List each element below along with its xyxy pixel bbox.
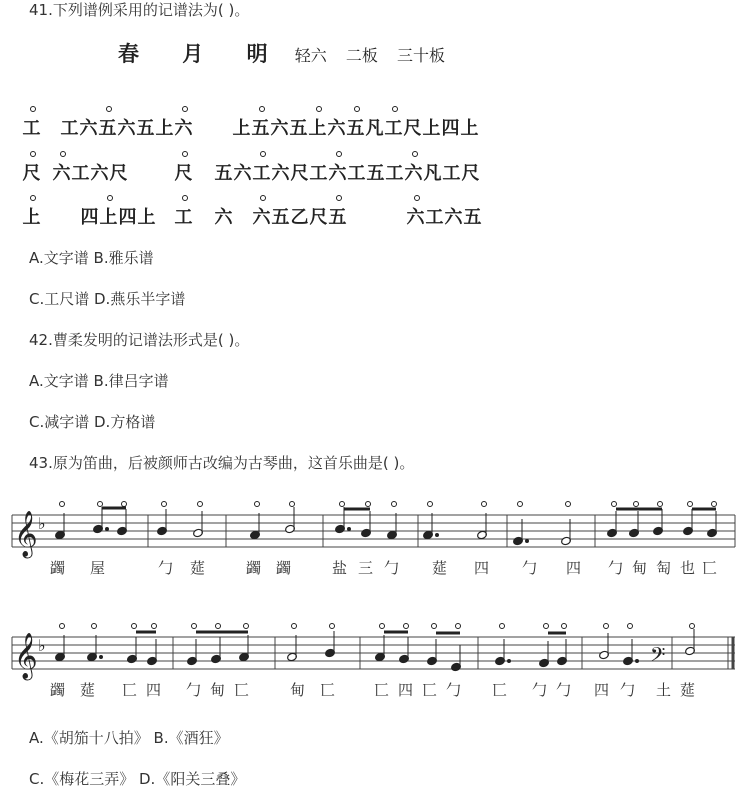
gongche-character: 工 xyxy=(442,163,461,184)
harmonic-circle xyxy=(244,624,249,629)
harmonic-circle xyxy=(566,502,571,507)
jianzi-character: 蠲 xyxy=(246,559,262,577)
gongche-character: 尺 xyxy=(109,163,128,184)
harmonic-circle xyxy=(628,624,633,629)
jianzi-character: 莚 xyxy=(432,559,448,577)
treble-clef-icon: 𝄞 xyxy=(14,511,38,557)
gongche-character: 六 xyxy=(233,163,252,184)
gongche-character: 六 xyxy=(328,149,347,185)
jianzi-character: 四 xyxy=(594,681,610,699)
gongche-character: 上 xyxy=(99,193,118,229)
harmonic-circle xyxy=(428,502,433,507)
gongche-character: 工 xyxy=(22,104,41,140)
harmonic-circle xyxy=(544,624,549,629)
harmonic-circle xyxy=(634,502,639,507)
gongche-character: 五 xyxy=(251,104,270,140)
jianzi-character: 匸 xyxy=(320,681,336,699)
harmonic-circle xyxy=(690,624,695,629)
jianzi-character: 屋 xyxy=(90,559,106,577)
gongche-character: 六 xyxy=(90,163,109,184)
music-staff-1 xyxy=(0,495,748,595)
harmonic-circle xyxy=(290,502,295,507)
q41-option-cd: C.工尺谱 D.燕乐半字谱 xyxy=(29,290,186,308)
jianzi-character: 四 xyxy=(398,681,414,699)
harmonic-circle xyxy=(712,502,717,507)
gongche-character: 工 xyxy=(174,193,193,229)
jianzi-character: 四 xyxy=(474,559,490,577)
harmonic-circle xyxy=(340,502,345,507)
jianzi-character: 盐 xyxy=(332,559,348,577)
treble-clef-icon: 𝄞 xyxy=(14,633,38,679)
harmonic-circle xyxy=(152,624,157,629)
jianzi-character: 勹 xyxy=(556,681,572,699)
harmonic-circle xyxy=(60,502,65,507)
harmonic-circle xyxy=(404,624,409,629)
gongche-character: 上 xyxy=(460,118,479,139)
gongche-character: 四 xyxy=(80,207,99,228)
harmonic-circle xyxy=(198,502,203,507)
gongche-character: 四 xyxy=(441,118,460,139)
gongche-character: 尺 xyxy=(461,163,480,184)
gongche-character: 乙 xyxy=(290,207,309,228)
gongche-phrase xyxy=(174,149,193,185)
note-dot xyxy=(508,660,511,663)
harmonic-circle xyxy=(612,502,617,507)
jianzi-character: 莚 xyxy=(190,559,206,577)
gongche-character: 尺 xyxy=(22,149,41,185)
bass-clef-icon: 𝄢 xyxy=(650,643,666,671)
gongche-phrase xyxy=(174,193,193,229)
note-dot xyxy=(106,528,109,531)
q41-question: 41.下列谱例采用的记谱法为( )。 xyxy=(29,1,250,19)
gongche-character: 五 xyxy=(289,118,308,139)
gongche-character: 六 xyxy=(406,193,425,229)
jianzi-character: 土 xyxy=(656,681,672,699)
harmonic-circle xyxy=(122,502,127,507)
jianzi-character: 四 xyxy=(146,681,162,699)
q41-option-ab: A.文字谱 B.雅乐谱 xyxy=(29,249,154,267)
gongche-phrase xyxy=(22,104,41,140)
jianzi-character: 勹 xyxy=(446,681,462,699)
harmonic-circle xyxy=(162,502,167,507)
gongche-character: 工 xyxy=(384,104,403,140)
gongche-character: 四 xyxy=(118,207,137,228)
jianzi-character: 蠲 xyxy=(50,681,66,699)
jianzi-character: 匋 xyxy=(656,559,672,577)
jianzi-character: 甸 xyxy=(210,681,226,699)
gongche-character: 工 xyxy=(347,163,366,184)
gongche-character: 五 xyxy=(214,163,233,184)
note-dot xyxy=(636,660,639,663)
score-title: 春 月 明 xyxy=(118,41,286,66)
harmonic-circle xyxy=(518,502,523,507)
gongche-character: 工 xyxy=(71,163,90,184)
jianzi-character: 勹 xyxy=(620,681,636,699)
note-dot xyxy=(100,656,103,659)
gongche-character: 六 xyxy=(444,207,463,228)
gongche-character: 凡 xyxy=(423,163,442,184)
gongche-phrase xyxy=(406,193,482,229)
gongche-character: 上 xyxy=(155,118,174,139)
gongche-character: 工 xyxy=(60,118,79,139)
gongche-phrase xyxy=(22,149,41,185)
harmonic-circle xyxy=(192,624,197,629)
gongche-character: 工 xyxy=(309,163,328,184)
harmonic-circle xyxy=(366,502,371,507)
jianzi-character: 三 xyxy=(358,559,374,577)
score-subtitle-2: 二板 xyxy=(345,46,378,65)
harmonic-circle xyxy=(392,502,397,507)
harmonic-circle xyxy=(132,624,137,629)
gongche-character: 六 xyxy=(404,149,423,185)
gongche-character: 六 xyxy=(79,118,98,139)
note-dot xyxy=(348,528,351,531)
note-dot xyxy=(436,534,439,537)
gongche-character: 六 xyxy=(270,118,289,139)
jianzi-character: 莚 xyxy=(80,681,96,699)
harmonic-circle xyxy=(60,624,65,629)
harmonic-circle xyxy=(500,624,505,629)
gongche-character: 尺 xyxy=(309,207,328,228)
q43-question: 43.原为笛曲，后被颜师古改编为古琴曲，这首乐曲是( )。 xyxy=(29,454,415,472)
gongche-character: 五 xyxy=(463,207,482,228)
gongche-character: 五 xyxy=(98,104,117,140)
harmonic-circle xyxy=(456,624,461,629)
jianzi-character: 匸 xyxy=(374,681,390,699)
harmonic-circle xyxy=(255,502,260,507)
gongche-character: 六 xyxy=(327,118,346,139)
score-subtitle-3: 三十板 xyxy=(396,46,445,65)
jianzi-character: 勹 xyxy=(186,681,202,699)
q43-option-ab: A.《胡笳十八拍》 B.《酒狂》 xyxy=(29,729,229,747)
gongche-phrase xyxy=(252,193,347,229)
gongche-character: 上 xyxy=(137,207,156,228)
jianzi-character: 勹 xyxy=(608,559,624,577)
gongche-character: 五 xyxy=(366,163,385,184)
jianzi-character: 甸 xyxy=(290,681,306,699)
score-subtitle-1: 轻六 xyxy=(294,46,327,65)
jianzi-character: 莚 xyxy=(680,681,696,699)
gongche-character: 六 xyxy=(52,149,71,185)
gongche-character: 尺 xyxy=(403,118,422,139)
harmonic-circle xyxy=(432,624,437,629)
gongche-phrase xyxy=(22,193,41,229)
q42-option-cd: C.减字谱 D.方格谱 xyxy=(29,413,156,431)
harmonic-circle xyxy=(330,624,335,629)
gongche-phrase xyxy=(60,104,193,140)
jianzi-character: 蠲 xyxy=(276,559,292,577)
gongche-character: 五 xyxy=(271,207,290,228)
jianzi-character: 匸 xyxy=(492,681,508,699)
gongche-character: 上 xyxy=(422,118,441,139)
harmonic-circle xyxy=(98,502,103,507)
q42-question: 42.曹柔发明的记谱法形式是( )。 xyxy=(29,331,250,349)
gongche-character: 六 xyxy=(252,193,271,229)
gongche-character: 凡 xyxy=(365,118,384,139)
jianzi-character: 勹 xyxy=(532,681,548,699)
harmonic-circle xyxy=(658,502,663,507)
gongche-character: 尺 xyxy=(290,163,309,184)
gongche-character: 工 xyxy=(425,207,444,228)
gongche-character: 上 xyxy=(308,104,327,140)
gongche-character: 五 xyxy=(136,118,155,139)
jianzi-character: 甸 xyxy=(632,559,648,577)
gongche-character: 上 xyxy=(22,193,41,229)
jianzi-character: 匸 xyxy=(122,681,138,699)
q42-option-ab: A.文字谱 B.律吕字谱 xyxy=(29,372,169,390)
gongche-phrase xyxy=(80,193,156,229)
harmonic-circle xyxy=(482,502,487,507)
jianzi-character: 蠲 xyxy=(50,559,66,577)
jianzi-character: 勹 xyxy=(384,559,400,577)
gongche-character: 六 xyxy=(214,207,233,228)
harmonic-circle xyxy=(604,624,609,629)
gongche-character: 上 xyxy=(232,118,251,139)
gongche-phrase xyxy=(214,149,480,185)
note-dot xyxy=(526,540,529,543)
harmonic-circle xyxy=(292,624,297,629)
gongche-character: 工 xyxy=(252,149,271,185)
q43-option-cd: C.《梅花三弄》 D.《阳关三叠》 xyxy=(29,770,246,788)
jianzi-character: 也 xyxy=(680,559,696,577)
jianzi-character: 勹 xyxy=(522,559,538,577)
jianzi-character: 四 xyxy=(566,559,582,577)
harmonic-circle xyxy=(216,624,221,629)
gongche-phrase xyxy=(52,149,128,185)
gongche-character: 五 xyxy=(346,104,365,140)
harmonic-circle xyxy=(380,624,385,629)
harmonic-circle xyxy=(562,624,567,629)
jianzi-character: 匸 xyxy=(422,681,438,699)
gongche-character: 六 xyxy=(117,118,136,139)
gongche-phrase xyxy=(214,193,233,229)
jianzi-character: 勹 xyxy=(158,559,174,577)
flat-sign-icon: ♭ xyxy=(38,636,46,655)
jianzi-character: 匸 xyxy=(234,681,250,699)
harmonic-circle xyxy=(688,502,693,507)
gongche-character: 六 xyxy=(271,163,290,184)
jianzi-character: 匸 xyxy=(702,559,718,577)
flat-sign-icon: ♭ xyxy=(38,514,46,533)
harmonic-circle xyxy=(92,624,97,629)
gongche-character: 工 xyxy=(385,163,404,184)
gongche-character: 五 xyxy=(328,193,347,229)
score-subtitle xyxy=(295,46,459,65)
gongche-phrase xyxy=(232,104,479,140)
gongche-character: 六 xyxy=(174,104,193,140)
gongche-character: 尺 xyxy=(174,149,193,185)
score-title-block xyxy=(118,38,459,68)
music-staff-2 xyxy=(0,617,748,717)
